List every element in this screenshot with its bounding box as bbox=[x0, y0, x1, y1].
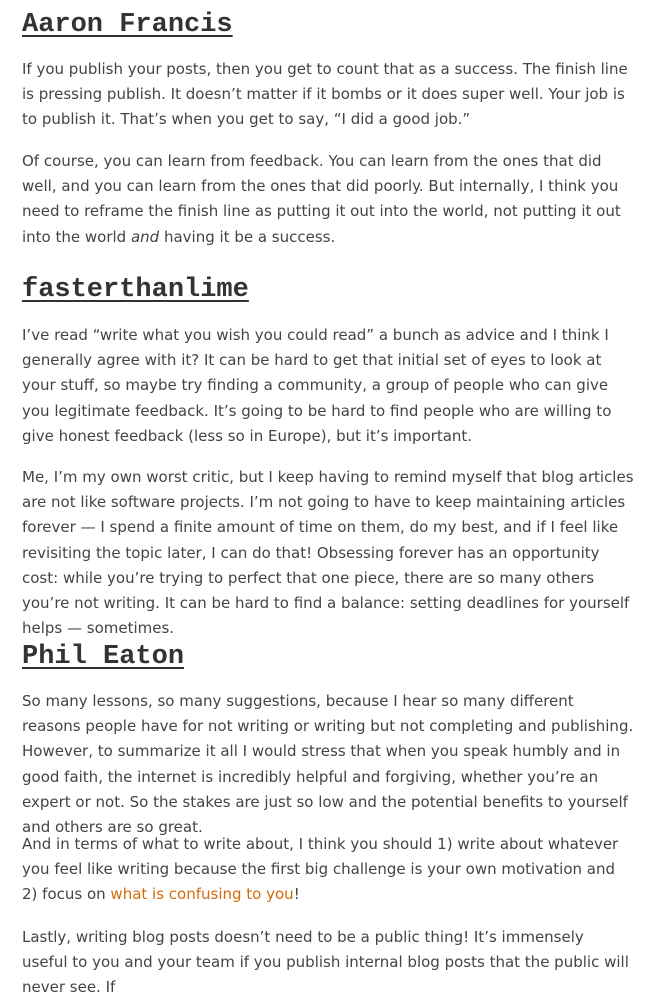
paragraph-text: So many lessons, so many suggestions, because I hear so many different reasons people have for not writing or writing but not completing and publishing. However, to summarize it all I would stress that when you speak humbly and in good faith, the internet is incredibly helpful and forgiving, whether you’re an expert or not. So the stakes are just so low and the potential benefits to yourself and others are so great. bbox=[22, 692, 634, 837]
paragraph-text: having it be a success. bbox=[159, 227, 336, 246]
emphasis-text: and bbox=[130, 227, 160, 246]
section-heading-fasterthanlime: fasterthanlime bbox=[22, 275, 249, 305]
confusing-to-you-link[interactable]: what is confusing to you bbox=[110, 885, 294, 904]
paragraph-text: And in terms of what to write about, I think you should 1) write about whatever you feel like writing because the first big challenge is your own motivation and 2) focus on bbox=[22, 835, 619, 904]
section-heading-aaron-francis: Aaron Francis bbox=[22, 10, 233, 40]
paragraph bbox=[22, 57, 634, 133]
paragraph-text: I’ve read “write what you wish you could read” a bunch as advice and I think I generally agree with it? It can be hard to get that initial set of eyes to look at your stuff, so maybe try finding a community, a group of people who can give you legitimate feedback. It’s going to be hard to find people who are willing to give honest feedback (less so in Europe), but it’s important. bbox=[22, 326, 612, 445]
paragraph bbox=[22, 689, 634, 840]
section-heading-phil-eaton: Phil Eaton bbox=[22, 642, 185, 672]
paragraph-text: ! bbox=[293, 885, 300, 904]
paragraph bbox=[22, 149, 634, 250]
paragraph-text: Lastly, writing blog posts doesn’t need to be a public thing! It’s immensely useful to you and your team if you publish internal blog posts that the public will never see. If bbox=[22, 928, 629, 997]
paragraph bbox=[22, 925, 634, 1001]
paragraph-text: If you publish your posts, then you get to count that as a success. The finish line is pressing publish. It doesn’t matter if it bombs or it does super well. Your job is to publish it. That’s when you get to say, “I did a good job.” bbox=[22, 60, 628, 129]
paragraph-text: Me, I’m my own worst critic, but I keep having to remind myself that blog articles are not like software projects. I’m not going to have to keep maintaining articles forever — I spend a finite amount of time on them, do my best, and if I feel like revisiting the topic later, I can do that! Obsessing forever has an opportunity cost: while you’re trying to perfect that one piece, there are so many others you’re not writing. It can be hard to find a balance: setting deadlines for yourself helps — sometimes. bbox=[22, 468, 634, 638]
paragraph-text: Of course, you can learn from feedback. You can learn from the ones that did well, and you can learn from the ones that did poorly. But internally, I think you need to reframe the finish line as putting it out into the world, not putting it out into the world bbox=[22, 152, 621, 246]
paragraph bbox=[22, 465, 634, 641]
paragraph bbox=[22, 832, 634, 908]
paragraph bbox=[22, 323, 634, 449]
